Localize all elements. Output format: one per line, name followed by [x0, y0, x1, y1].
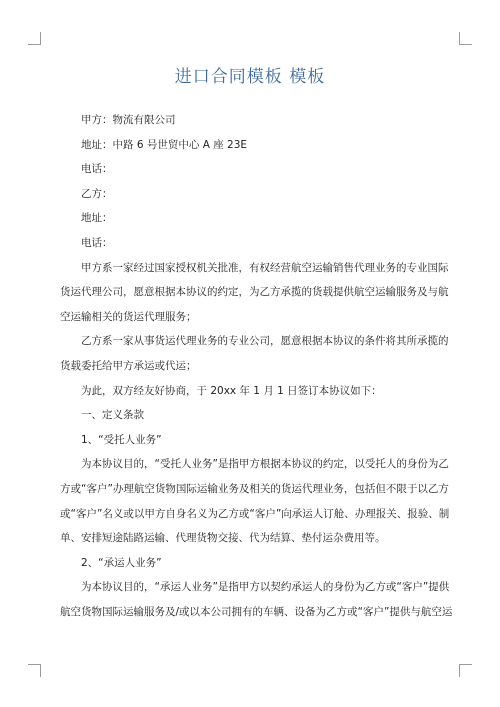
party-b-address: 地址：: [81, 212, 113, 225]
clause-heading: 1、“受托人业务”: [81, 433, 162, 446]
paragraph-line: 为本协议目的，“承运人业务”是指甲方以契约承运人的身份为乙方或“客户”提供: [81, 581, 450, 594]
clause-heading: 2、“承运人业务”: [81, 556, 162, 569]
party-b-name: 乙方：: [81, 187, 113, 200]
document-body: [60, 108, 453, 624]
crop-mark-bottom-left: [28, 664, 41, 677]
party-a-address: 地址：中路 6 号世贸中心 A 座 23E: [81, 138, 248, 151]
paragraph-line: 货运代理公司，愿意根据本协议的约定，为乙方承揽的货载提供航空运输服务及与航: [60, 286, 449, 299]
paragraph-line: 单、安排短途陆路运输、代理货物交接、代为结算、垫付运杂费用等。: [60, 532, 386, 545]
paragraph-line: 空运输相关的货运代理服务；: [60, 310, 197, 323]
paragraph-line: 为此，双方经友好协商，于 20xx 年 1 月 1 日签订本协议如下：: [81, 384, 382, 397]
paragraph-line: 乙方系一家从事货运代理业务的专业公司，愿意根据本协议的条件将其所承揽的: [81, 335, 449, 348]
paragraph-line: 方或“客户”办理航空货物国际运输业务及相关的货运代理业务，包括但不限于以乙方: [60, 482, 449, 495]
section-heading: 一、定义条款: [81, 409, 144, 422]
party-a-name: 甲方：物流有限公司: [81, 114, 176, 126]
party-b-phone: 电话：: [81, 236, 113, 249]
paragraph-line: 为本协议目的，“受托人业务”是指甲方根据本协议的约定，以受托人的身份为乙: [81, 458, 449, 471]
party-a-phone: 电话：: [81, 163, 113, 176]
paragraph-line: 甲方系一家经过国家授权机关批准，有权经营航空运输销售代理业务的专业国际: [81, 261, 449, 274]
crop-mark-top-left: [28, 32, 41, 45]
paragraph-line: 航空货物国际运输服务及/或以本公司拥有的车辆、设备为乙方或“客户”提供与航空运: [60, 605, 453, 618]
document-title: 进口合同模板 模板: [174, 67, 326, 87]
crop-mark-top-right: [459, 32, 472, 45]
paragraph-line: 或“客户”名义或以甲方自身名义为乙方或“客户”向承运人订舱、办理报关、报验、制: [60, 507, 450, 520]
paragraph-line: 货载委托给甲方承运或代运；: [60, 359, 197, 372]
crop-mark-bottom-right: [459, 664, 472, 677]
